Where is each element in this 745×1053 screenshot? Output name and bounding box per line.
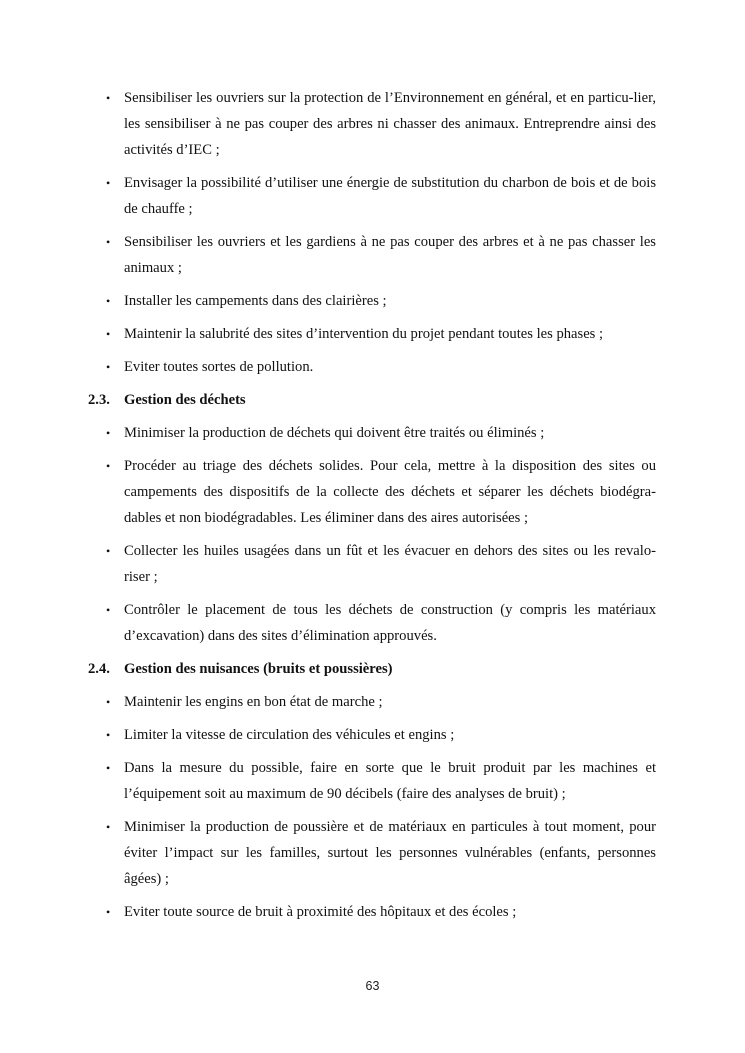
section-title: Gestion des déchets bbox=[124, 392, 246, 408]
bullet-icon: • bbox=[106, 294, 111, 308]
bullet-icon: • bbox=[106, 360, 111, 374]
list-item: • Maintenir les engins en bon état de marche ; bbox=[124, 689, 656, 715]
list-item: • Contrôler le placement de tous les déchets de construction (y compris les matériaux d’excavation) dans des sites d’élimination approuvés. bbox=[124, 597, 656, 649]
list-item: • Maintenir la salubrité des sites d’intervention du projet pendant toutes les phases ; bbox=[124, 321, 656, 347]
list-item: • Sensibiliser les ouvriers sur la protection de l’Environnement en général, et en particu-lier, les sensibiliser à ne pas couper des arbres ni chasser des animaux. Entreprendre ainsi des activités d’IEC ; bbox=[124, 85, 656, 163]
list-item: • Envisager la possibilité d’utiliser une énergie de substitution du charbon de bois et de bois de chauffe ; bbox=[124, 170, 656, 222]
bullet-icon: • bbox=[106, 695, 111, 709]
bullet-icon: • bbox=[106, 91, 111, 105]
section-number: 2.4. bbox=[88, 661, 110, 677]
section-heading-nuisances bbox=[88, 656, 656, 682]
list-item: • Installer les campements dans des clairières ; bbox=[124, 288, 656, 314]
list-item: • Eviter toutes sortes de pollution. bbox=[124, 354, 656, 380]
bullet-icon: • bbox=[106, 327, 111, 341]
page-number: 63 bbox=[365, 979, 380, 993]
bullet-icon: • bbox=[106, 235, 111, 249]
list-item: • Procéder au triage des déchets solides. Pour cela, mettre à la disposition des sites ou campements des dispositifs de la collecte des déchets et séparer les déchets biodégra-dables et non biodégradables. Les éliminer dans des aires autorisées ; bbox=[124, 453, 656, 531]
bullet-icon: • bbox=[106, 603, 111, 617]
list-item: • Minimiser la production de poussière et de matériaux en particules à tout moment, pour éviter l’impact sur les familles, surtout les personnes vulnérables (enfants, personnes âgées) ; bbox=[124, 814, 656, 892]
bullet-icon: • bbox=[106, 426, 111, 440]
list-item: • Dans la mesure du possible, faire en sorte que le bruit produit par les machines et l’équipement soit au maximum de 90 décibels (faire des analyses de bruit) ; bbox=[124, 755, 656, 807]
intro-bullet-list bbox=[106, 85, 656, 380]
list-item: • Sensibiliser les ouvriers et les gardiens à ne pas couper des arbres et à ne pas chasser les animaux ; bbox=[124, 229, 656, 281]
list-item: • Eviter toute source de bruit à proximité des hôpitaux et des écoles ; bbox=[124, 899, 656, 925]
list-item: • Collecter les huiles usagées dans un fût et les évacuer en dehors des sites ou les revalo-riser ; bbox=[124, 538, 656, 590]
dechets-bullet-list bbox=[106, 420, 656, 649]
section-heading-dechets bbox=[88, 387, 656, 413]
list-item: • Minimiser la production de déchets qui doivent être traités ou éliminés ; bbox=[124, 420, 656, 446]
bullet-icon: • bbox=[106, 905, 111, 919]
bullet-icon: • bbox=[106, 761, 111, 775]
list-item: • Limiter la vitesse de circulation des véhicules et engins ; bbox=[124, 722, 656, 748]
nuisances-bullet-list bbox=[106, 689, 656, 925]
page-content bbox=[88, 85, 656, 932]
bullet-icon: • bbox=[106, 820, 111, 834]
bullet-icon: • bbox=[106, 544, 111, 558]
section-title: Gestion des nuisances (bruits et poussières) bbox=[124, 661, 393, 677]
section-number: 2.3. bbox=[88, 392, 110, 408]
bullet-icon: • bbox=[106, 459, 111, 473]
bullet-icon: • bbox=[106, 728, 111, 742]
bullet-icon: • bbox=[106, 176, 111, 190]
